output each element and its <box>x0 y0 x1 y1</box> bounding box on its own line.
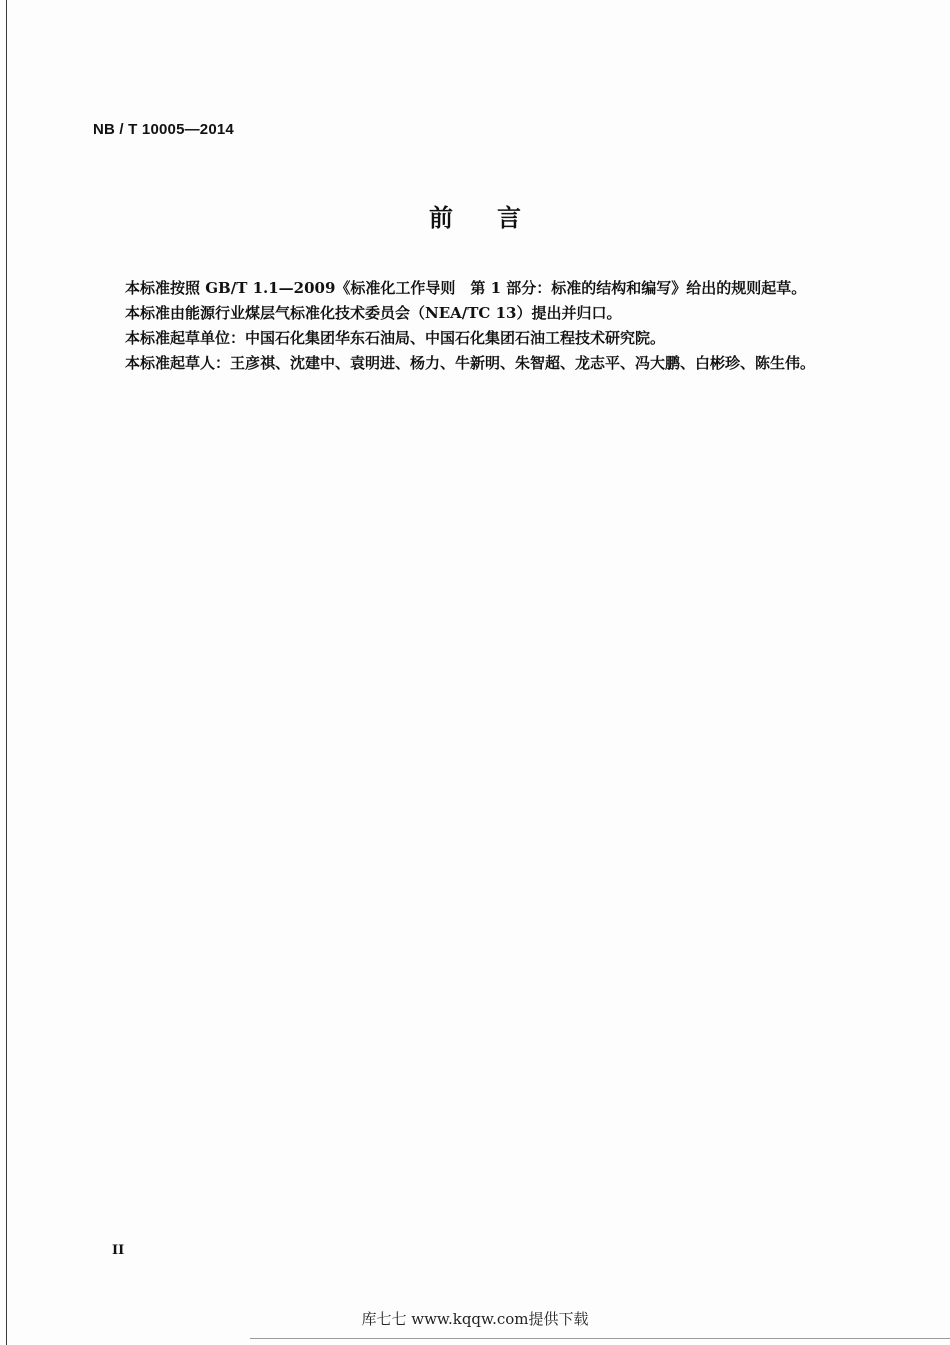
paragraph-proposer: 本标准由能源行业煤层气标准化技术委员会（NEA/TC 13）提出并归口。 <box>125 304 622 322</box>
standard-number: NB / T 10005—2014 <box>93 121 234 138</box>
paragraph-drafting-rules: 本标准按照 GB/T 1.1—2009《标准化工作导则 第 1 部分：标准的结构和编写》给出的规则起草。 <box>125 279 807 297</box>
page-title: 前言 <box>429 204 565 232</box>
page-number: II <box>112 1243 125 1258</box>
scan-edge-bottom <box>250 1338 950 1339</box>
download-footer: 库七七 www.kqqw.com提供下载 <box>361 1310 589 1328</box>
foreword-body <box>93 276 859 376</box>
paragraph-drafters: 本标准起草人：王彦祺、沈建中、袁明进、杨力、牛新明、朱智超、龙志平、冯大鹏、白彬珍、陈生伟。 <box>125 354 816 372</box>
paragraph-drafting-units: 本标准起草单位：中国石化集团华东石油局、中国石化集团石油工程技术研究院。 <box>125 329 666 347</box>
